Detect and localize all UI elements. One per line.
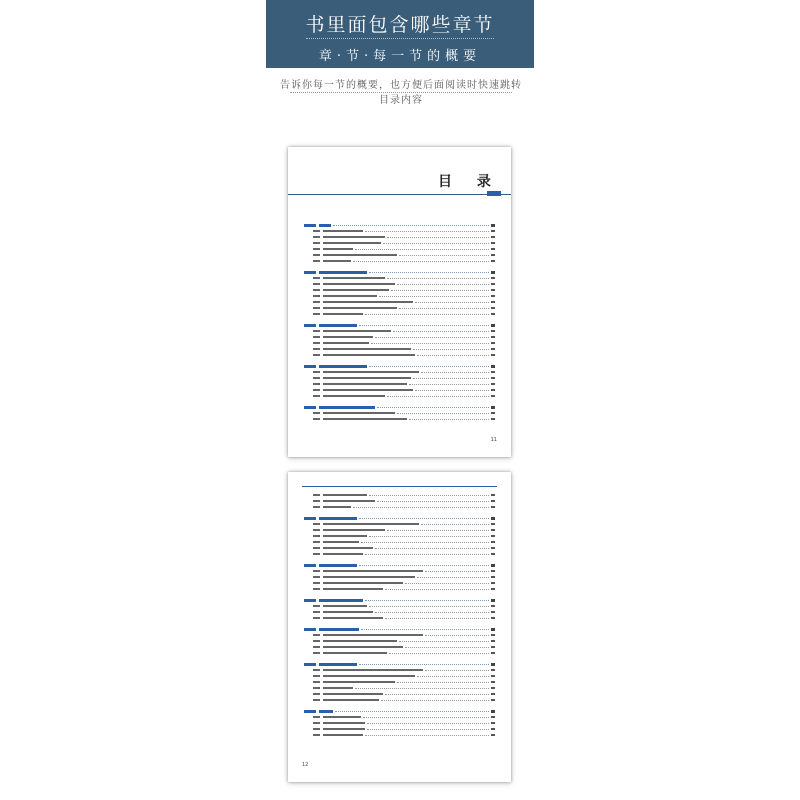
dot-leader [375, 547, 489, 549]
section-page [491, 669, 495, 672]
section-page [491, 588, 495, 591]
toc-section-row [304, 258, 495, 264]
section-number [313, 681, 320, 684]
section-page [491, 348, 495, 351]
section-number [313, 354, 320, 357]
section-page [491, 336, 495, 339]
section-number [313, 313, 320, 316]
section-number [313, 395, 320, 398]
dot-leader [379, 295, 489, 297]
section-title [323, 722, 365, 725]
dot-leader [385, 588, 489, 590]
section-number [313, 254, 320, 257]
dot-leader [381, 699, 489, 701]
section-title [323, 582, 403, 585]
section-number [313, 500, 320, 503]
section-number [313, 576, 320, 579]
section-page [491, 301, 495, 304]
dot-leader [385, 693, 489, 695]
dot-leader [365, 230, 489, 232]
chapter-page [491, 710, 495, 713]
section-page [491, 371, 495, 374]
dot-leader [359, 324, 489, 326]
toc-section-row [304, 416, 495, 422]
dot-leader [421, 523, 489, 525]
section-number [313, 289, 320, 292]
section-number [313, 336, 320, 339]
toc-section-row [304, 311, 495, 317]
section-page [491, 506, 495, 509]
chapter-page [491, 628, 495, 631]
chapter-number [304, 663, 316, 666]
section-page [491, 547, 495, 550]
section-title [323, 669, 423, 672]
dot-leader [383, 242, 489, 244]
dot-leader [413, 377, 489, 379]
section-page [491, 418, 495, 421]
dot-leader [375, 611, 489, 613]
section-number [313, 722, 320, 725]
banner-subtitle: 章·节·每一节的概要 [318, 49, 482, 64]
section-title [323, 687, 353, 690]
section-page [491, 646, 495, 649]
section-title [323, 330, 391, 333]
chapter-number [304, 710, 316, 713]
section-page [491, 693, 495, 696]
dot-leader [425, 634, 489, 636]
dot-leader [365, 313, 489, 315]
dot-leader [409, 418, 489, 420]
section-number [313, 389, 320, 392]
section-page [491, 277, 495, 280]
section-number [313, 506, 320, 509]
section-title [323, 716, 361, 719]
section-title [323, 675, 415, 678]
dot-leader [413, 348, 489, 350]
section-title [323, 500, 375, 503]
dot-leader [415, 301, 489, 303]
chapter-title [319, 599, 363, 602]
chapter-page [491, 324, 495, 327]
section-page [491, 242, 495, 245]
section-number [313, 348, 320, 351]
section-number [313, 494, 320, 497]
dot-leader [415, 389, 489, 391]
section-title [323, 383, 407, 386]
chapter-page [491, 663, 495, 666]
chapter-number [304, 224, 316, 227]
section-title [323, 553, 363, 556]
toc-list [304, 222, 495, 422]
dot-leader [365, 553, 489, 555]
section-title [323, 301, 413, 304]
toc-section-row [304, 551, 495, 557]
chapter-page [491, 224, 495, 227]
dot-leader [333, 224, 489, 226]
header-banner [266, 0, 534, 68]
section-page [491, 699, 495, 702]
section-number [313, 383, 320, 386]
toc-section-row [304, 732, 495, 738]
chapter-number [304, 517, 316, 520]
toc-title-rule [288, 194, 511, 195]
chapter-page [491, 599, 495, 602]
dot-leader [361, 541, 489, 543]
section-page [491, 605, 495, 608]
section-title [323, 646, 403, 649]
section-page [491, 640, 495, 643]
dot-leader [369, 494, 489, 496]
dot-leader [371, 342, 489, 344]
dot-leader [365, 734, 489, 736]
section-number [313, 330, 320, 333]
section-title [323, 693, 383, 696]
banner-title: 书里面包含哪些章节 [305, 14, 495, 36]
dot-leader [417, 576, 489, 578]
section-title [323, 248, 353, 251]
dot-leader [369, 605, 489, 607]
section-title [323, 371, 419, 374]
section-title [323, 640, 397, 643]
chapter-title [319, 271, 367, 274]
chapter-title [319, 564, 357, 567]
section-page [491, 260, 495, 263]
section-title [323, 242, 381, 245]
section-page [491, 248, 495, 251]
dot-leader [387, 277, 489, 279]
section-page [491, 289, 495, 292]
section-number [313, 699, 320, 702]
section-page [491, 535, 495, 538]
section-page [491, 617, 495, 620]
section-page [491, 634, 495, 637]
section-page [491, 377, 495, 380]
dot-leader [377, 406, 489, 408]
dot-leader [397, 412, 489, 414]
section-number [313, 523, 320, 526]
section-number [313, 716, 320, 719]
section-title [323, 307, 397, 310]
toc-section-row [304, 393, 495, 399]
section-number [313, 588, 320, 591]
dot-leader [409, 383, 489, 385]
chapter-page [491, 564, 495, 567]
section-number [313, 418, 320, 421]
chapter-number [304, 406, 316, 409]
dot-leader [367, 728, 489, 730]
section-title [323, 377, 411, 380]
section-title [323, 348, 411, 351]
chapter-number [304, 365, 316, 368]
section-page [491, 395, 495, 398]
section-page [491, 675, 495, 678]
section-page [491, 541, 495, 544]
section-page [491, 576, 495, 579]
section-title [323, 389, 413, 392]
section-title [323, 342, 369, 345]
section-title [323, 588, 383, 591]
section-number [313, 307, 320, 310]
dot-leader [425, 669, 489, 671]
section-title [323, 617, 383, 620]
dot-leader [421, 371, 489, 373]
section-number [313, 553, 320, 556]
section-number [313, 634, 320, 637]
dot-leader [369, 271, 489, 273]
section-title [323, 634, 423, 637]
section-number [313, 342, 320, 345]
section-title [323, 535, 367, 538]
section-page [491, 330, 495, 333]
section-number [313, 734, 320, 737]
toc-page-1 [288, 147, 511, 457]
intro-divider [290, 92, 512, 97]
dot-leader [405, 646, 489, 648]
section-title [323, 283, 395, 286]
section-title [323, 611, 373, 614]
section-number [313, 230, 320, 233]
toc-list [304, 492, 495, 738]
section-title [323, 541, 359, 544]
section-page [491, 553, 495, 556]
dot-leader [399, 254, 489, 256]
section-title [323, 699, 379, 702]
chapter-title [319, 710, 333, 713]
section-number [313, 728, 320, 731]
dot-leader [353, 506, 489, 508]
dot-leader [359, 564, 489, 566]
section-number [313, 570, 320, 573]
section-title [323, 254, 397, 257]
dot-leader [361, 628, 489, 630]
section-page [491, 570, 495, 573]
section-number [313, 529, 320, 532]
section-number [313, 371, 320, 374]
section-page [491, 412, 495, 415]
section-number [313, 693, 320, 696]
section-title [323, 336, 373, 339]
toc-section-row [304, 504, 495, 510]
dot-leader [405, 582, 489, 584]
section-number [313, 236, 320, 239]
section-number [313, 611, 320, 614]
section-title [323, 354, 415, 357]
section-page [491, 313, 495, 316]
chapter-number [304, 324, 316, 327]
section-number [313, 277, 320, 280]
section-title [323, 260, 351, 263]
section-number [313, 640, 320, 643]
dot-leader [391, 289, 489, 291]
chapter-title [319, 224, 331, 227]
banner-divider [306, 38, 494, 41]
section-page [491, 611, 495, 614]
dot-leader [387, 395, 489, 397]
section-title [323, 277, 385, 280]
section-page [491, 295, 495, 298]
section-title [323, 523, 419, 526]
dot-leader [375, 336, 489, 338]
toc-section-row [304, 650, 495, 656]
dot-leader [387, 236, 489, 238]
section-page [491, 652, 495, 655]
toc-page-2 [288, 472, 511, 782]
dot-leader [399, 307, 489, 309]
section-title [323, 313, 363, 316]
section-page [491, 734, 495, 737]
section-page [491, 354, 495, 357]
chapter-page [491, 517, 495, 520]
section-title [323, 605, 367, 608]
dot-leader [355, 248, 489, 250]
section-number [313, 248, 320, 251]
section-page [491, 716, 495, 719]
section-number [313, 669, 320, 672]
section-page [491, 529, 495, 532]
chapter-title [319, 406, 375, 409]
section-title [323, 570, 423, 573]
chapter-page [491, 406, 495, 409]
section-number [313, 535, 320, 538]
dot-leader [353, 260, 489, 262]
section-number [313, 646, 320, 649]
dot-leader [365, 599, 489, 601]
dot-leader [363, 716, 489, 718]
section-page [491, 687, 495, 690]
section-page [491, 342, 495, 345]
dot-leader [397, 681, 489, 683]
section-title [323, 289, 389, 292]
dot-leader [359, 663, 489, 665]
section-title [323, 494, 367, 497]
chapter-number [304, 271, 316, 274]
section-title [323, 418, 407, 421]
section-number [313, 675, 320, 678]
chapter-title [319, 663, 357, 666]
dot-leader [417, 354, 489, 356]
section-page [491, 389, 495, 392]
section-number [313, 605, 320, 608]
toc-title: 目 录 [438, 174, 501, 190]
section-title [323, 734, 363, 737]
dot-leader [389, 652, 489, 654]
section-page [491, 681, 495, 684]
section-number [313, 582, 320, 585]
intro-text: 告诉你每一节的概要，也方便后面阅读时快速跳转目录内容 [280, 80, 522, 106]
section-number [313, 687, 320, 690]
section-title [323, 529, 385, 532]
section-page [491, 582, 495, 585]
section-title [323, 230, 363, 233]
running-header-rule [302, 486, 497, 487]
dot-leader [369, 535, 489, 537]
section-page [491, 230, 495, 233]
dot-leader [377, 500, 489, 502]
section-number [313, 652, 320, 655]
toc-title-rule-accent [487, 191, 501, 196]
dot-leader [369, 365, 489, 367]
section-title [323, 728, 365, 731]
section-number [313, 295, 320, 298]
section-title [323, 547, 373, 550]
toc-section-row [304, 697, 495, 703]
dot-leader [393, 330, 489, 332]
section-number [313, 547, 320, 550]
section-title [323, 412, 395, 415]
chapter-title [319, 365, 367, 368]
section-number [313, 260, 320, 263]
section-number [313, 242, 320, 245]
section-page [491, 728, 495, 731]
section-title [323, 236, 385, 239]
section-page [491, 236, 495, 239]
chapter-number [304, 628, 316, 631]
section-number [313, 541, 320, 544]
toc-section-row [304, 352, 495, 358]
section-page [491, 494, 495, 497]
section-title [323, 395, 385, 398]
chapter-number [304, 564, 316, 567]
chapter-page [491, 271, 495, 274]
dot-leader [335, 710, 489, 712]
section-page [491, 523, 495, 526]
dot-leader [399, 640, 489, 642]
section-number [313, 283, 320, 286]
section-title [323, 681, 395, 684]
section-number [313, 301, 320, 304]
section-number [313, 377, 320, 380]
dot-leader [359, 517, 489, 519]
chapter-title [319, 517, 357, 520]
dot-leader [355, 687, 489, 689]
section-title [323, 576, 415, 579]
section-title [323, 652, 387, 655]
dot-leader [417, 675, 489, 677]
section-title [323, 295, 377, 298]
toc-section-row [304, 586, 495, 592]
chapter-page [491, 365, 495, 368]
dot-leader [385, 617, 489, 619]
section-page [491, 254, 495, 257]
section-page [491, 283, 495, 286]
section-number [313, 617, 320, 620]
toc-section-row [304, 615, 495, 621]
chapter-number [304, 599, 316, 602]
section-page [491, 307, 495, 310]
page-number: 11 [490, 437, 497, 443]
section-page [491, 722, 495, 725]
dot-leader [387, 529, 489, 531]
chapter-title [319, 324, 357, 327]
section-number [313, 412, 320, 415]
chapter-title [319, 628, 359, 631]
dot-leader [397, 283, 489, 285]
section-page [491, 383, 495, 386]
section-page [491, 500, 495, 503]
dot-leader [425, 570, 489, 572]
page-number: 12 [302, 762, 309, 768]
section-title [323, 506, 351, 509]
dot-leader [367, 722, 489, 724]
